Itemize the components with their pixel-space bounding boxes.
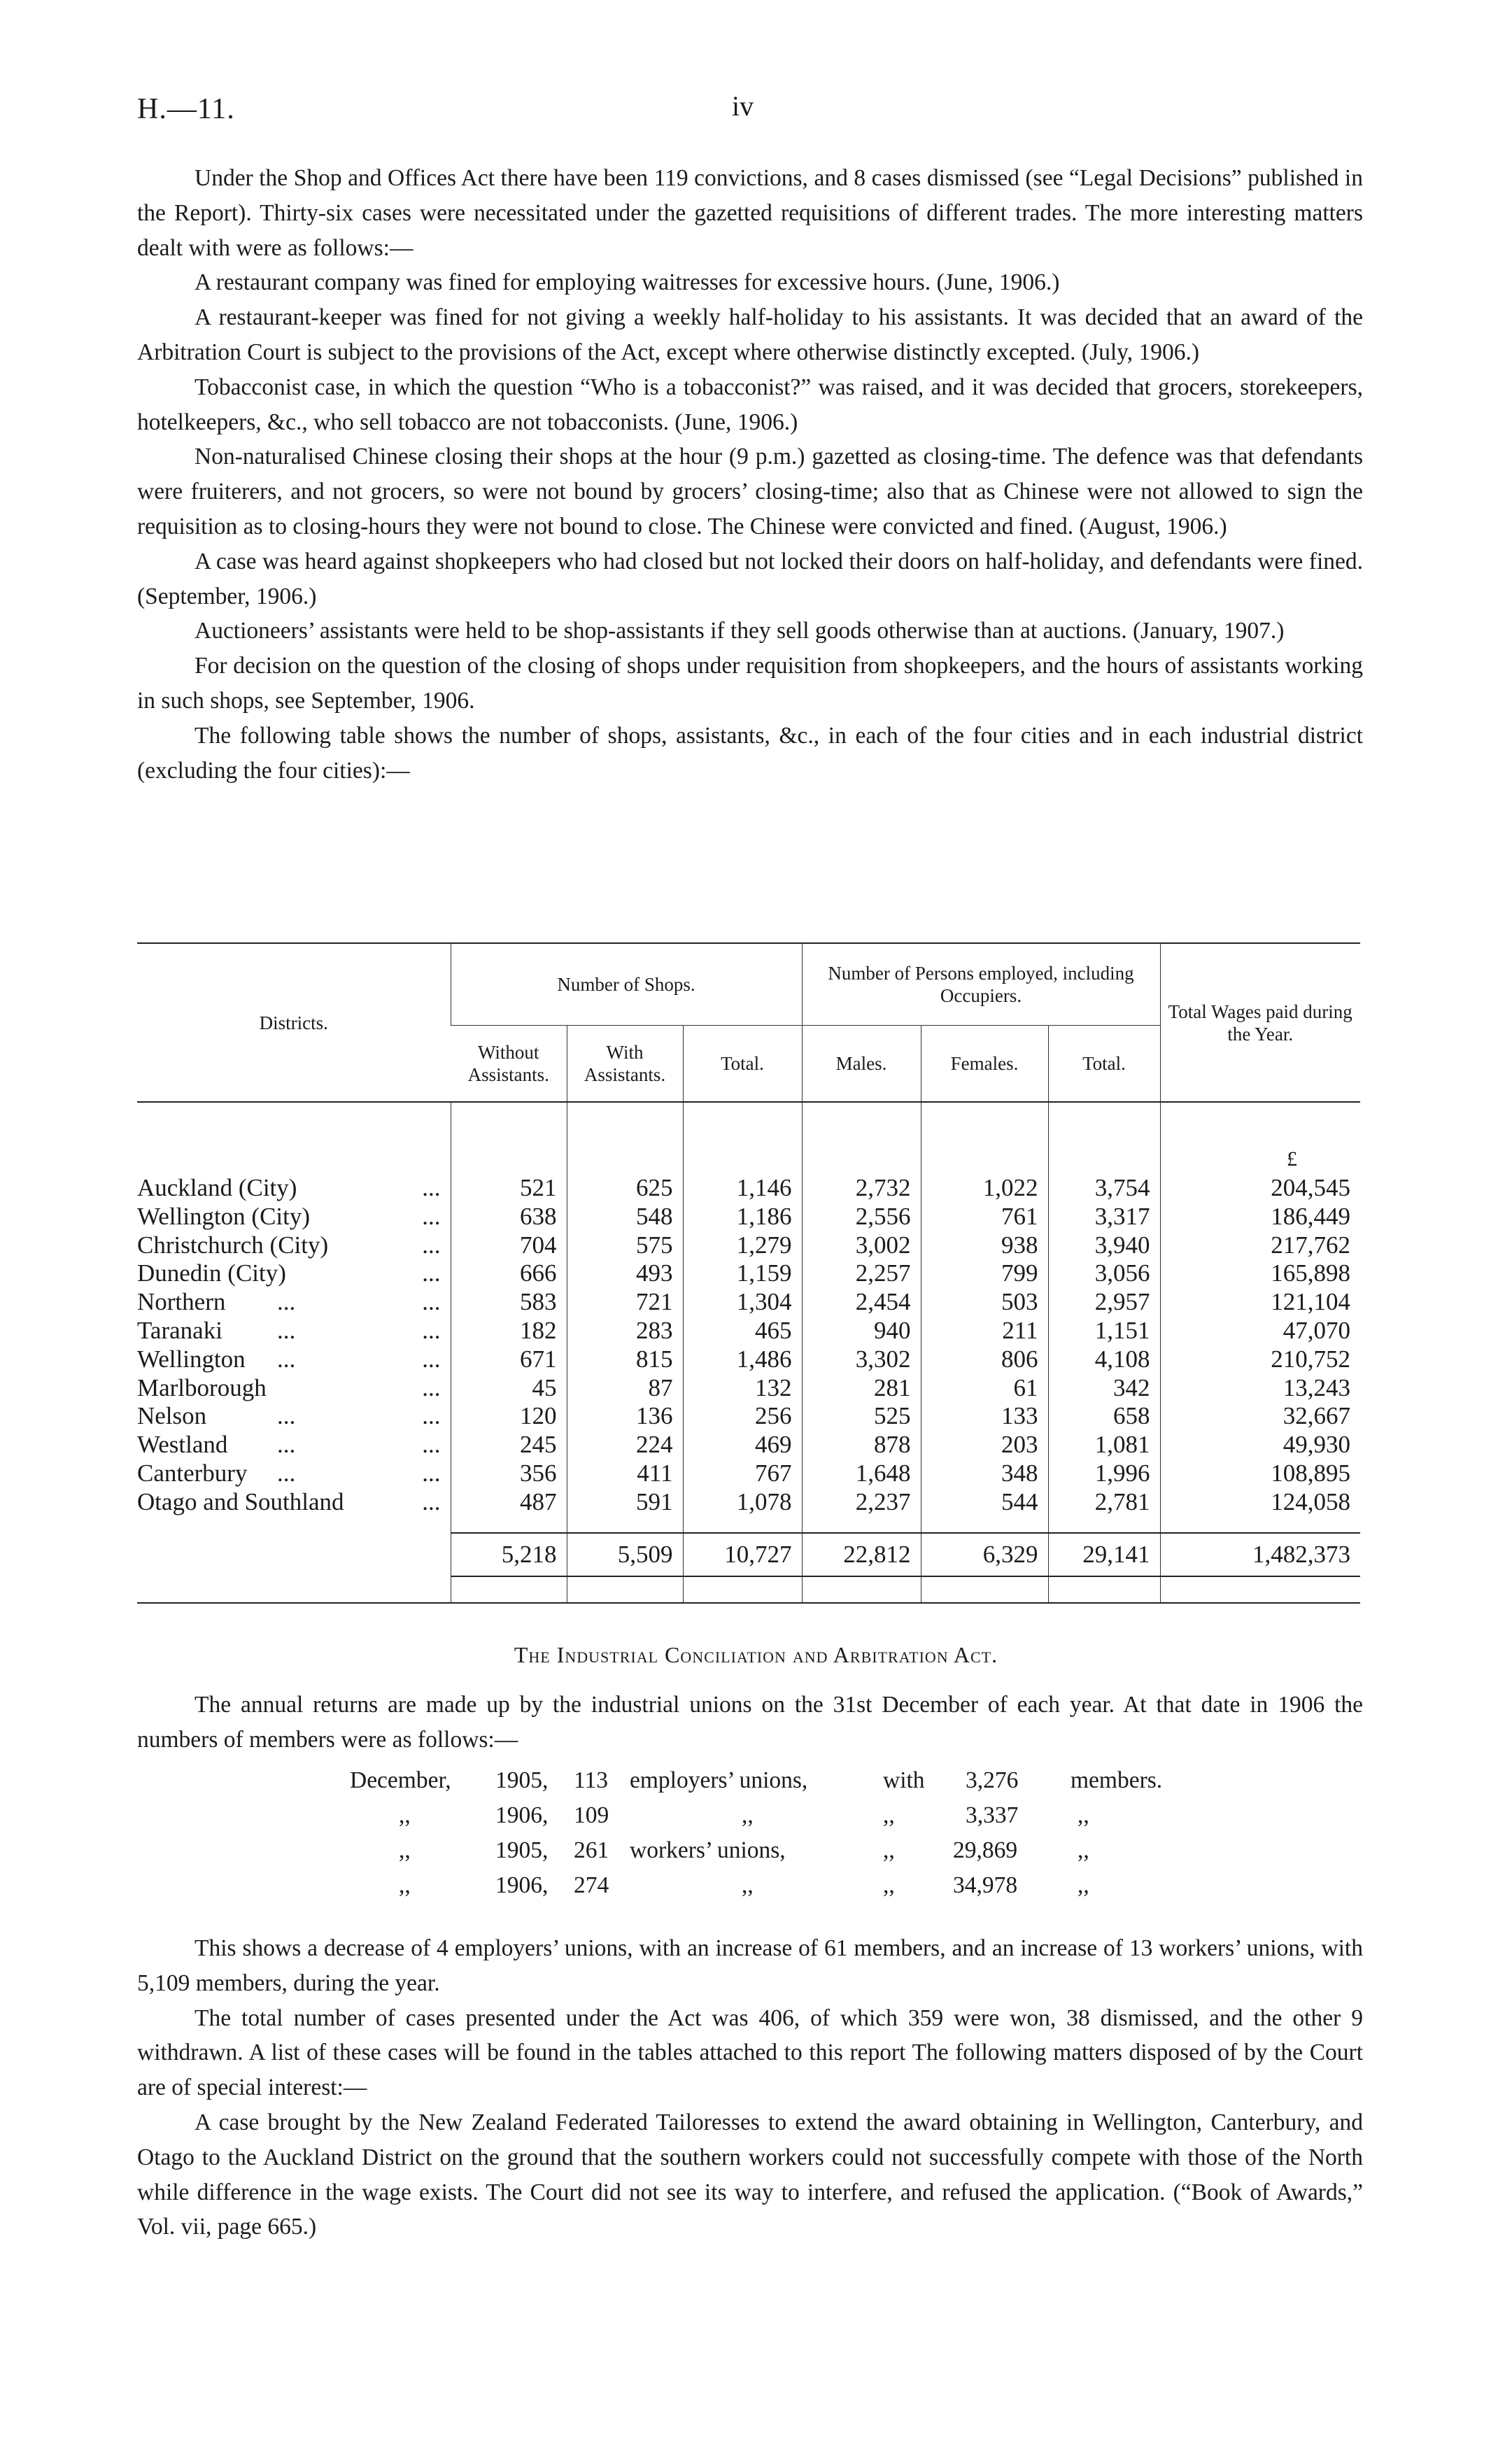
- table-row: Christchurch (City) ... 704 575 1,279 3,002 938 3,940 217,762: [137, 1231, 1360, 1260]
- district-name: Dunedin (City): [137, 1259, 286, 1287]
- district-name: Canterbury: [137, 1459, 248, 1487]
- total-females: 6,329: [921, 1533, 1048, 1576]
- table-row: Wellington ... ... 671 815 1,486 3,302 806 4,108 210,752: [137, 1345, 1360, 1374]
- district-name: Westland: [137, 1431, 228, 1459]
- district-name: Wellington: [137, 1345, 246, 1373]
- total-with: 5,509: [567, 1533, 683, 1576]
- total-persons: 29,141: [1048, 1533, 1160, 1576]
- paragraph: A restaurant company was fined for employing waitresses for excessive hours. (June, 1906.): [195, 269, 1060, 296]
- district-name: Northern: [137, 1288, 226, 1316]
- header-persons-total: Total.: [1048, 1026, 1160, 1103]
- paragraph: The total number of cases presented under the Act was 406, of which 359 were won, 38 dismissed, and the other 9 withdrawn. A list of these cases will be found in the tables attached to this report The following matters disposed of by the Court are of special interest:—: [137, 2005, 1363, 2101]
- shops-table: [137, 942, 1360, 1604]
- table-row: Marlborough ... 45 87 132 281 61 342 13,243: [137, 1374, 1360, 1403]
- district-name: Nelson: [137, 1402, 207, 1430]
- table-row: Dunedin (City) ... 666 493 1,159 2,257 799 3,056 165,898: [137, 1259, 1360, 1288]
- page-number: iv: [732, 90, 754, 122]
- total-without: 5,218: [451, 1533, 567, 1576]
- table-row: Northern ... ... 583 721 1,304 2,454 503 2,957 121,104: [137, 1288, 1360, 1317]
- currency-symbol: £: [1160, 1145, 1360, 1174]
- district-name: Marlborough: [137, 1373, 267, 1401]
- paragraph: A restaurant-keeper was fined for not giving a weekly half-holiday to his assistants. It was decided that an award of the Arbitration Court is subject to the provisions of the Act, except where otherwise distinctly excepted. (July, 1906.): [137, 304, 1363, 365]
- district-name: Christchurch (City): [137, 1231, 329, 1259]
- table-row: Taranaki ... ... 182 283 465 940 211 1,151 47,070: [137, 1317, 1360, 1345]
- table-row: Auckland (City) ... 521 625 1,146 2,732 1,022 3,754 204,545: [137, 1174, 1360, 1203]
- district-name: Auckland (City): [137, 1174, 297, 1201]
- section-title: The Industrial Conciliation and Arbitration Act.: [514, 1642, 998, 1667]
- paragraph: Auctioneers’ assistants were held to be shop-assistants if they sell goods otherwise than at auctions. (January, 1907.): [195, 618, 1285, 644]
- document-page: H.—11. iv Under the Shop and Offices Act there have been 119 convictions, and 8 cases dismissed (see “Legal Decisions” published in the Report). Thirty-six cases were necessitated under the gazetted requisitions of different trades. The more interesting matters dealt with were as follows:— A restaurant company was fined for employing waitresses for excessive hours. (June, 1906.) A restaurant-keeper was fined for not giving a weekly half-holiday to his assistants. It was decided that an award of the Arbitration Court is subject to the provisions of the Act, except where otherwise distinctly excepted. (July, 1906.) Tobacconist case, in which the question “Who is a tobacconist?” was raised, and it was decided that grocers, storekeepers, hotelkeepers, &c., who sell tobacco are not tobacconists. (June, 1906.) Non-naturalised Chinese closing their shops at the hour (9 p.m.) gazetted as closing-time. The defence was that defendants were fruiterers, and not grocers, so were not bound by grocers’ closing-time; also that as Chinese were not allowed to sign the requisition as to closing-hours they were not bound to close. The Chinese were convicted and fined. (August, 1906.) A case was heard against shopkeepers who had closed but not locked their doors on half-holiday, and defendants were fined. (September, 1906.) Auctioneers’ assistants were held to be shop-assistants if they sell goods otherwise than at auctions. (January, 1907.) For decision on the question of the closing of shops under requisition from shopkeepers, and the hours of assistants working in such shops, see September, 1906. The following table shows the number of shops, assistants, &c., in each of the four cities and in each industrial district (excluding the four cities):— Districts. Number of Shops. Number of Persons employed, including Occupiers. Total Wages paid during the Year. Without Assistants. With Assistants. Total. Males. Females. Total. £ Auckland (City) ... 521 625 1,146 2,732 1,022 3,754 204,545 Wellington (City) ... 638 548 1,186 2,556 761 3,317 186,449 Christchurch (City) ... 704 575 1,279 3,002 938 3,940 217,762 Dunedin (City) ... 666 493 1,159 2,257 799 3,056 165,898 Northern ... ... 583 721 1,304 2,454 503 2,957 121,104 Taranaki ... ... 182 283 465 940 211 1,151 47,070 Wellington ... ... 671 815 1,486 3,302 806 4,108 210,752 Marlborough ... 45 87 132 281 61 342 13,243 Nelson ... ... 120 136 256 525 133 658 32,667 Westland ... ... 245 224 469 878 203 1,081 49,930 Canterbury ... ... 356 411 767 1,648 348 1,996 108,895 Otago and Southland ... 487 591 1,078 2,237 544 2,781 124,058 5,218 5,509 10,727 22,812 6,329 29,141 1,482,373 The Industrial Conciliation and Arbitration Act. The annual returns are made up by the industrial unions on the 31st December of each year. At that date in 1906 the numbers of members were as follows:— December, 1905, 113 employers’ unions, with 3,276 members. ,, 1906, 109 ,, ,, 3,337 ,, ,, 1905, 261 workers’ unions, ,, 29,869 ,, ,, 1906, 274 ,, ,, 34,978 ,, This shows a decrease of 4 employers’ unions, with an increase of 61 members, and an increase of 13 workers’ unions, with 5,109 members, during the year. The total number of cases presented under the Act was 406, of which 359 were won, 38 dismissed, and the other 9 withdrawn. A list of these cases will be found in the tables attached to this report The following matters disposed of by the Court are of special interest:— A case brought by the New Zealand Federated Tailoresses to extend the award obtaining in Wellington, Canterbury, and Otago to the Auckland District on the ground that the southern workers could not successfully compete with those of the North while difference in the wage exists. The Court did not see its way to interfere, and refused the application. (“Book of Awards,” Vol. vii, page 665.): [0, 0, 1512, 2446]
- court-text: [137, 1931, 1363, 2244]
- table-row: Nelson ... ... 120 136 256 525 133 658 32,667: [137, 1402, 1360, 1431]
- header-districts: Districts.: [137, 943, 451, 1102]
- table-row: Wellington (City) ... 638 548 1,186 2,556 761 3,317 186,449: [137, 1203, 1360, 1231]
- header-number-of-shops: Number of Shops.: [451, 943, 802, 1026]
- header-persons-employed: Number of Persons employed, including Occupiers.: [802, 943, 1160, 1026]
- district-name: Otago and Southland: [137, 1487, 344, 1515]
- district-name: Wellington (City): [137, 1202, 311, 1230]
- report-reference: H.—11.: [137, 93, 235, 125]
- header-total-wages: Total Wages paid during the Year.: [1160, 943, 1360, 1102]
- header-males: Males.: [802, 1026, 921, 1103]
- total-shops: 10,727: [683, 1533, 802, 1576]
- table-row: Westland ... ... 245 224 469 878 203 1,081 49,930: [137, 1431, 1360, 1459]
- table-row: Canterbury ... ... 356 411 767 1,648 348 1,996 108,895: [137, 1459, 1360, 1488]
- paragraph: This shows a decrease of 4 employers’ unions, with an increase of 61 members, and an increase of 13 workers’ unions, with 5,109 members, during the year.: [137, 1935, 1363, 1996]
- header-with-assistants: With Assistants.: [567, 1026, 683, 1103]
- paragraph: A case brought by the New Zealand Federated Tailoresses to extend the award obtaining in Wellington, Canterbury, and Otago to the Auckland District on the ground that the southern workers could not successfully compete with those of the North while difference in the wage exists. The Court did not see its way to interfere, and refused the application. (“Book of Awards,” Vol. vii, page 665.): [137, 2109, 1363, 2240]
- paragraph: Tobacconist case, in which the question “Who is a tobacconist?” was raised, and it was decided that grocers, storekeepers, hotelkeepers, &c., who sell tobacco are not tobacconists. (June, 1906.): [137, 374, 1363, 435]
- paragraph: A case was heard against shopkeepers who had closed but not locked their doors on half-holiday, and defendants were fined. (September, 1906.): [137, 548, 1363, 609]
- paragraph: For decision on the question of the closing of shops under requisition from shopkeepers, and the hours of assistants working in such shops, see September, 1906.: [137, 653, 1363, 714]
- header-shops-total: Total.: [683, 1026, 802, 1103]
- header-females: Females.: [921, 1026, 1048, 1103]
- paragraph: Under the Shop and Offices Act there have been 119 convictions, and 8 cases dismissed (see “Legal Decisions” published in the Report). Thirty-six cases were necessitated under the gazetted requisitions of different trades. The more interesting matters dealt with were as follows:—: [137, 165, 1363, 261]
- total-males: 22,812: [802, 1533, 921, 1576]
- total-wages: 1,482,373: [1160, 1533, 1360, 1576]
- returns-text: [137, 1688, 1363, 1758]
- paragraph: The annual returns are made up by the industrial unions on the 31st December of each year. At that date in 1906 the numbers of members were as follows:—: [137, 1692, 1363, 1753]
- paragraph: The following table shows the number of shops, assistants, &c., in each of the four cities and in each industrial district (excluding the four cities):—: [137, 722, 1363, 784]
- totals-row: [137, 1533, 1360, 1576]
- table-row: Otago and Southland ... 487 591 1,078 2,237 544 2,781 124,058: [137, 1488, 1360, 1517]
- intro-text: [137, 161, 1363, 788]
- header-without-assistants: Without Assistants.: [451, 1026, 567, 1103]
- district-name: Taranaki: [137, 1316, 222, 1344]
- paragraph: Non-naturalised Chinese closing their shops at the hour (9 p.m.) gazetted as closing-time. The defence was that defendants were fruiterers, and not grocers, so were not bound by grocers’ closing-time; also that as Chinese were not allowed to sign the requisition as to closing-hours they were not bound to close. The Chinese were convicted and fined. (August, 1906.): [137, 444, 1363, 539]
